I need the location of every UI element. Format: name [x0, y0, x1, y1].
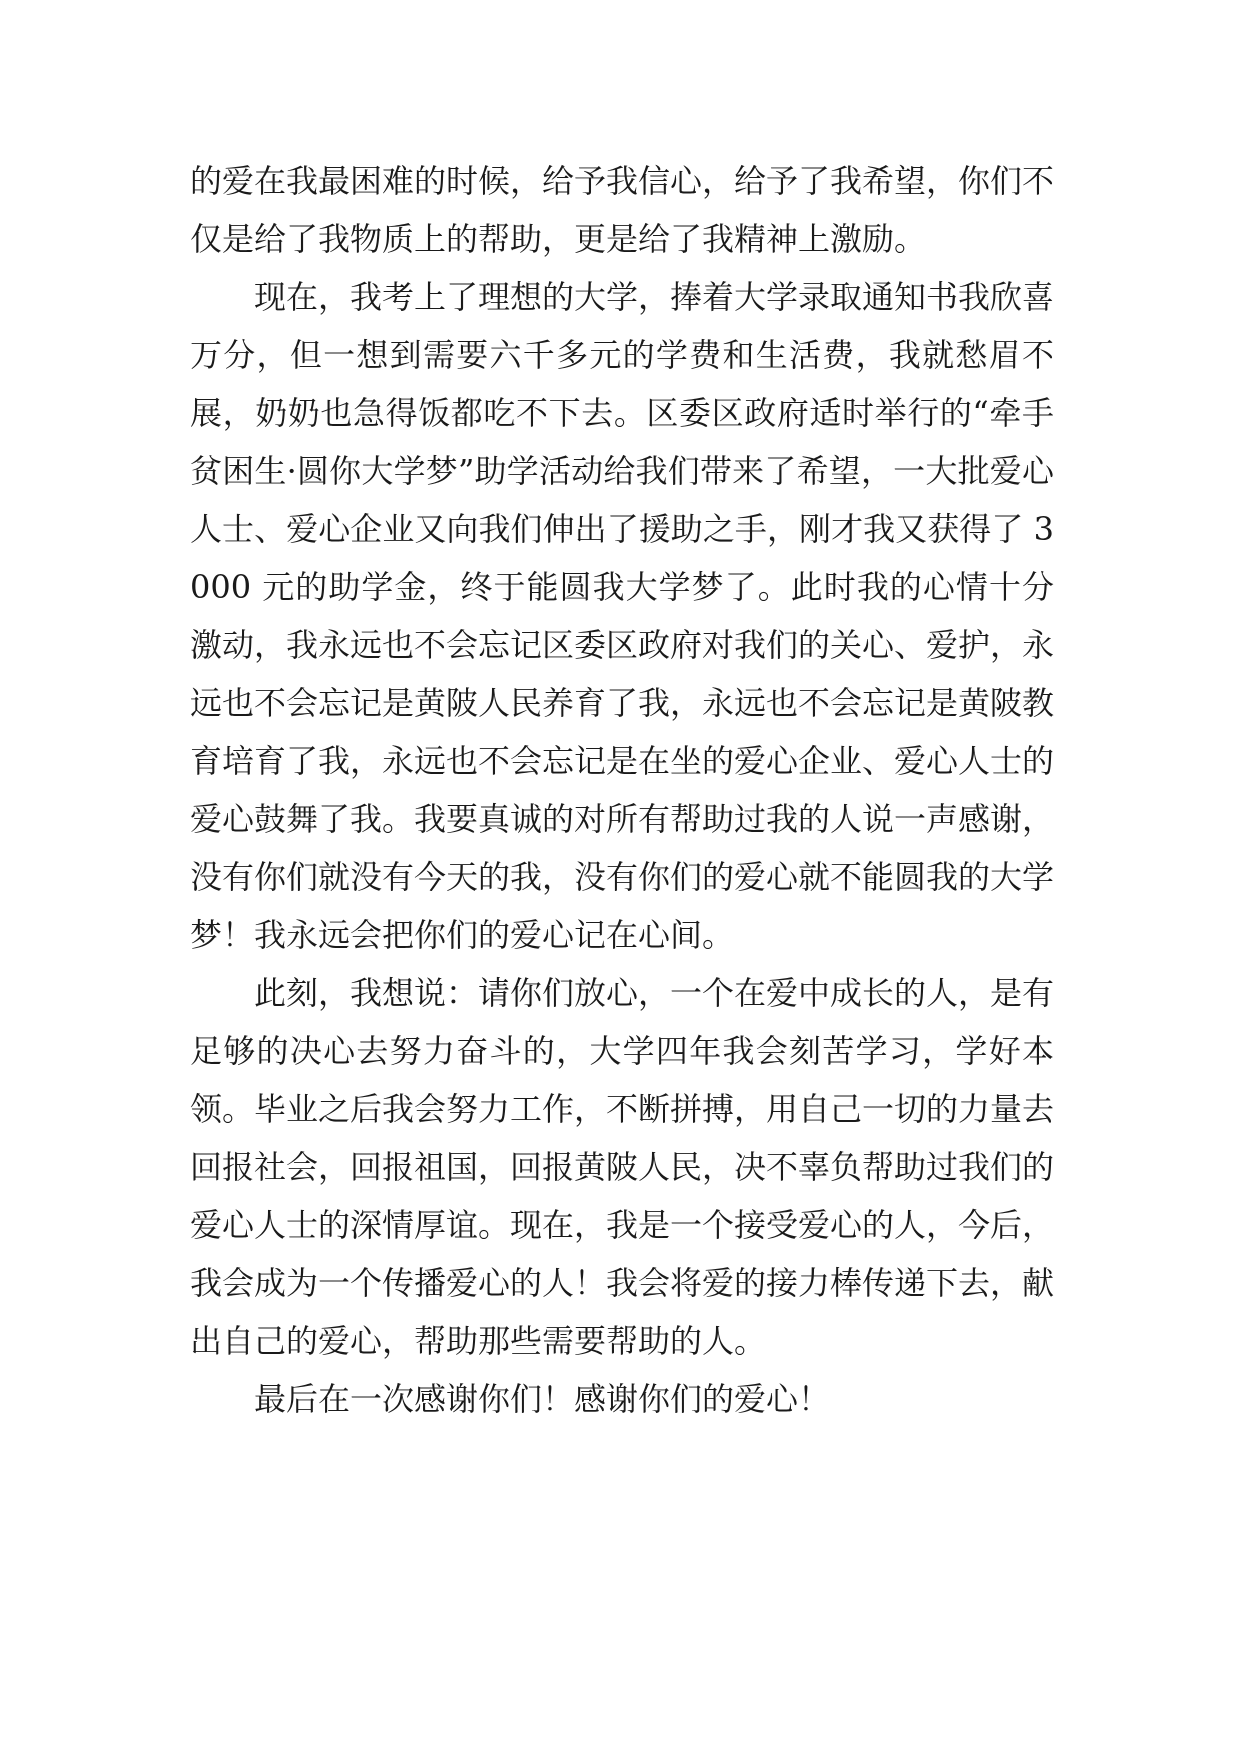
document-body: [190, 152, 1054, 1428]
paragraph-4: 最后在一次感谢你们！感谢你们的爱心！: [254, 1380, 831, 1418]
paragraph-3: 此刻，我想说：请你们放心，一个在爱中成长的人，是有足够的决心去努力奋斗的，大学四年我会刻苦学习，学好本领。毕业之后我会努力工作，不断拼搏，用自己一切的力量去回报社会，回报祖国，回报黄陂人民，决不辜负帮助过我们的爱心人士的深情厚谊。现在，我是一个接受爱心的人，今后，我会成为一个传播爱心的人！我会将爱的接力棒传递下去，献出自己的爱心，帮助那些需要帮助的人。: [190, 974, 1055, 1360]
paragraph-1: 的爱在我最困难的时候，给予我信心，给予了我希望，你们不仅是给了我物质上的帮助，更是给了我精神上激励。: [190, 162, 1055, 258]
paragraph-2: 现在，我考上了理想的大学，捧着大学录取通知书我欣喜万分，但一想到需要六千多元的学费和生活费，我就愁眉不展，奶奶也急得饭都吃不下去。区委区政府适时举行的“牵手贫困生·圆你大学梦”助学活动给我们带来了希望，一大批爱心人士、爱心企业又向我们伸出了援助之手，刚才我又获得了 3000 元的助学金，终于能圆我大学梦了。此时我的心情十分激动，我永远也不会忘记区委区政府对我们的关心、爱护，永远也不会忘记是黄陂人民养育了我，永远也不会忘记是黄陂教育培育了我，永远也不会忘记是在坐的爱心企业、爱心人士的爱心鼓舞了我。我要真诚的对所有帮助过我的人说一声感谢，没有你们就没有今天的我，没有你们的爱心就不能圆我的大学梦！我永远会把你们的爱心记在心间。: [190, 278, 1055, 954]
